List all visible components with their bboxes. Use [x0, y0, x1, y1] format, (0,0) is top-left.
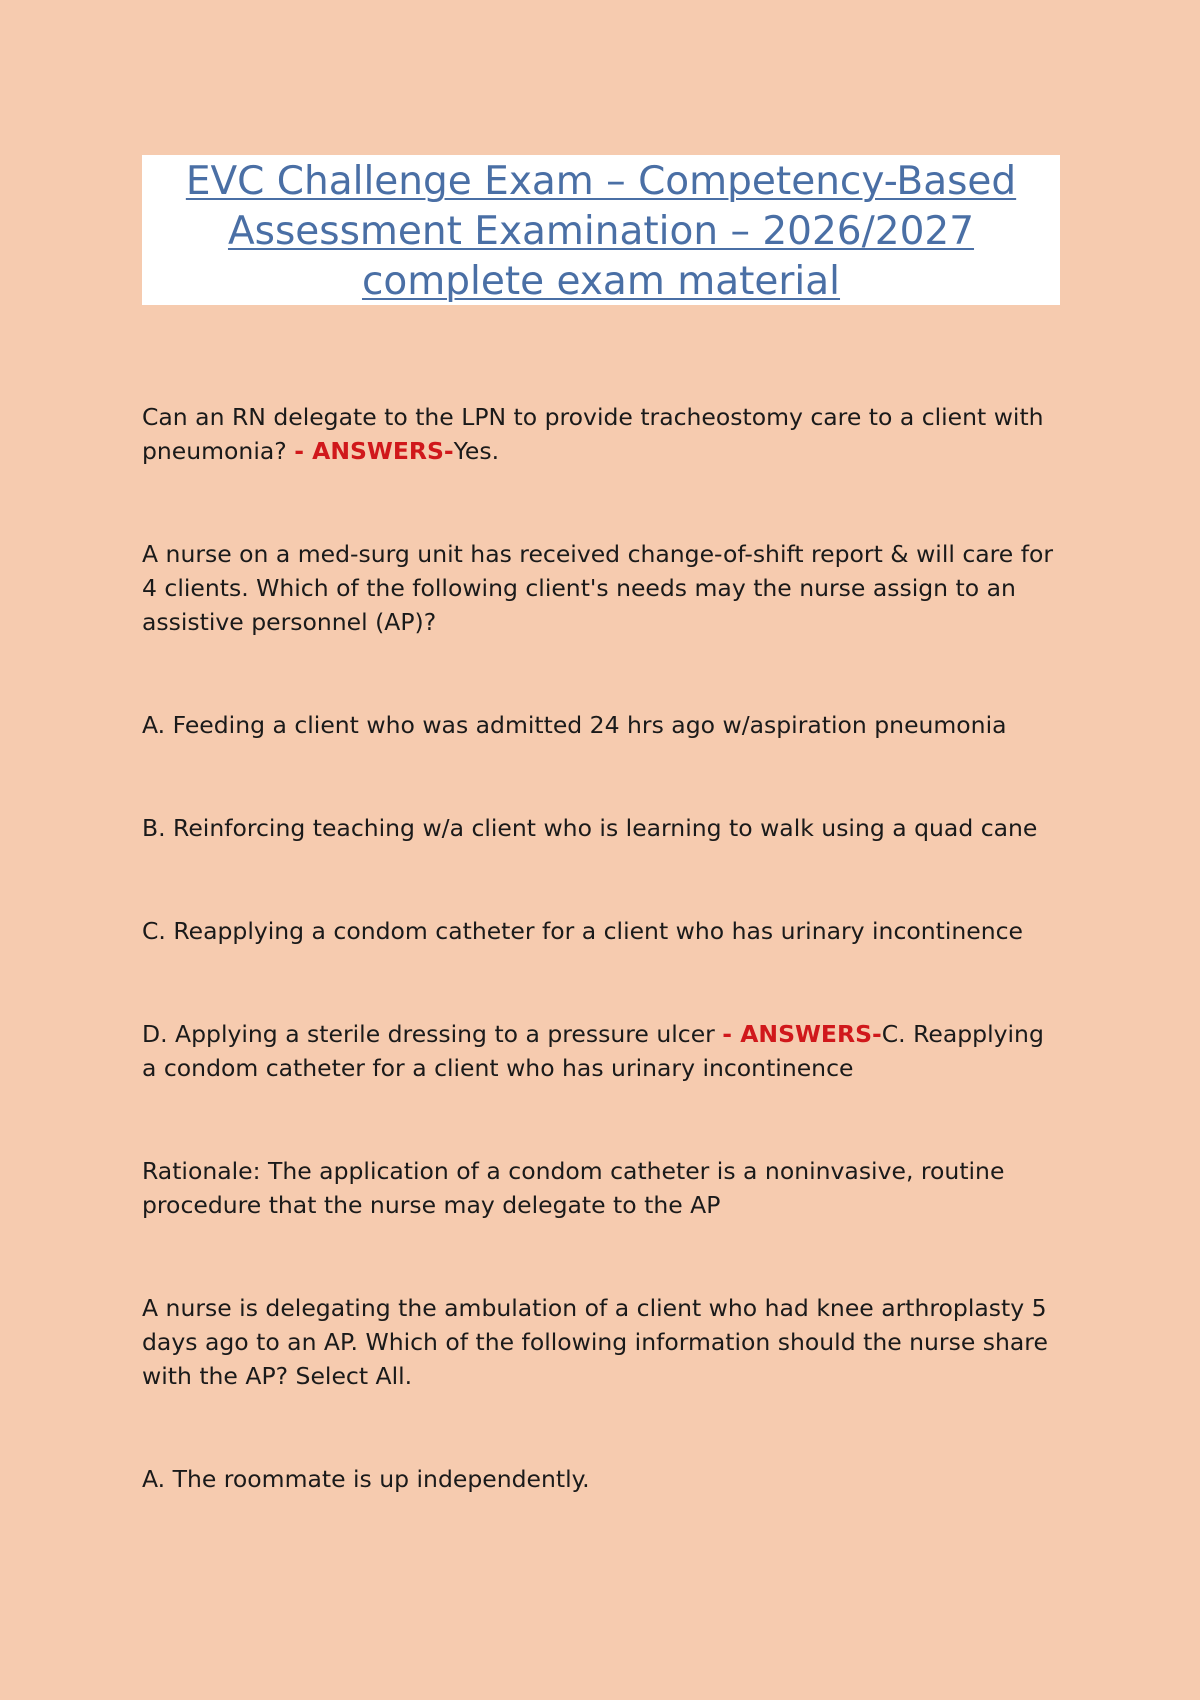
document-page — [142, 155, 1060, 1565]
answer-marker: - ANSWERS- — [294, 437, 454, 465]
question-2-answer: C. Reapplying a condom catheter for a client who has urinary incontinence — [142, 1020, 1044, 1082]
question-2-option-d-text: D. Applying a sterile dressing to a pressure ulcer — [142, 1020, 723, 1048]
title-box — [142, 155, 1060, 305]
question-1-text: Can an RN delegate to the LPN to provide tracheostomy care to a client with pneumonia? — [142, 403, 1044, 465]
question-2-option-a: A. Feeding a client who was admitted 24 hrs ago w/aspiration pneumonia — [142, 711, 1007, 739]
question-1-answer: Yes. — [453, 437, 500, 465]
document-title-link[interactable]: EVC Challenge Exam – Competency-Based Assessment Examination – 2026/2027 complete exam material — [185, 159, 1017, 304]
document-content — [142, 400, 1060, 1496]
question-1 — [142, 400, 1060, 468]
question-3-option-a: A. The roommate is up independently. — [142, 1465, 590, 1493]
question-3: A nurse is delegating the ambulation of a client who had knee arthroplasty 5 days ago to an AP. Which of the following information should the nurse share with the AP? Select All. — [142, 1294, 1048, 1390]
question-2-option-b: B. Reinforcing teaching w/a client who is learning to walk using a quad cane — [142, 814, 1038, 842]
question-2-option-c: C. Reapplying a condom catheter for a client who has urinary incontinence — [142, 917, 1024, 945]
question-2: A nurse on a med-surg unit has received change-of-shift report & will care for 4 clients. Which of the following client's needs may the nurse assign to an assistive personnel (AP)? — [142, 540, 1054, 636]
question-2-option-d — [142, 1017, 1060, 1085]
answer-marker: - ANSWERS- — [722, 1020, 882, 1048]
question-2-rationale: Rationale: The application of a condom catheter is a noninvasive, routine procedure that the nurse may delegate to the AP — [142, 1157, 1005, 1219]
